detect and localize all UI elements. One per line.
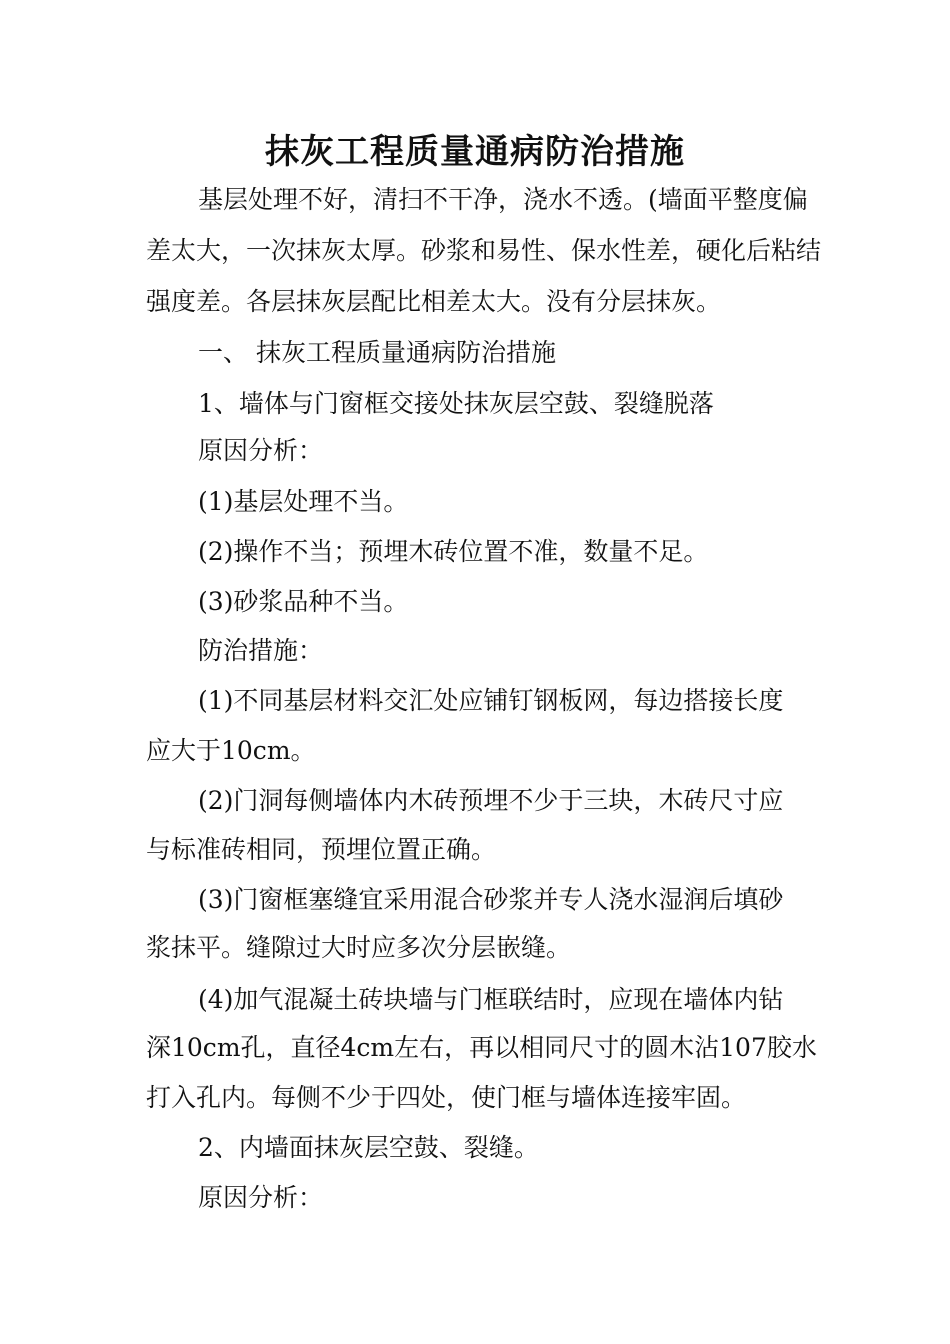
list-item-continuation: 深10cm孔，直径4cm左右，再以相同尺寸的圆木沾107胶水	[146, 1033, 817, 1062]
list-item: (2)操作不当；预埋木砖位置不准，数量不足。	[198, 537, 709, 566]
list-item: (3)砂浆品种不当。	[198, 587, 409, 616]
list-item-continuation: 打入孔内。每侧不少于四处，使门框与墙体连接牢固。	[146, 1083, 747, 1112]
list-item: (2)门洞每侧墙体内木砖预埋不少于三块，木砖尺寸应	[198, 786, 784, 815]
prevention-measures-label: 防治措施：	[198, 636, 324, 665]
list-item-continuation: 与标准砖相同，预埋位置正确。	[146, 835, 497, 864]
subsection-heading: 2、内墙面抹灰层空鼓、裂缝。	[198, 1133, 539, 1162]
list-item-continuation: 浆抹平。缝隙过大时应多次分层嵌缝。	[146, 933, 572, 962]
list-item: (1)基层处理不当。	[198, 487, 409, 516]
list-item-continuation: 应大于10cm。	[146, 736, 316, 765]
list-item: (4)加气混凝土砖块墙与门框联结时，应现在墙体内钻	[198, 985, 784, 1014]
cause-analysis-label: 原因分析：	[198, 1183, 324, 1212]
cause-analysis-label: 原因分析：	[198, 436, 324, 465]
subsection-heading: 1、墙体与门窗框交接处抹灰层空鼓、裂缝脱落	[198, 389, 714, 418]
paragraph-line: 差太大，一次抹灰太厚。砂浆和易性、保水性差，硬化后粘结	[146, 236, 822, 265]
paragraph-line: 强度差。各层抹灰层配比相差太大。没有分层抹灰。	[146, 287, 722, 316]
paragraph-line: 基层处理不好，清扫不干净，浇水不透。(墙面平整度偏	[198, 185, 808, 214]
list-item: (1)不同基层材料交汇处应铺钉钢板网，每边搭接长度	[198, 686, 784, 715]
list-item: (3)门窗框塞缝宜采用混合砂浆并专人浇水湿润后填砂	[198, 885, 784, 914]
section-heading: 一、 抹灰工程质量通病防治措施	[198, 338, 556, 367]
document-title: 抹灰工程质量通病防治措施	[265, 132, 685, 172]
